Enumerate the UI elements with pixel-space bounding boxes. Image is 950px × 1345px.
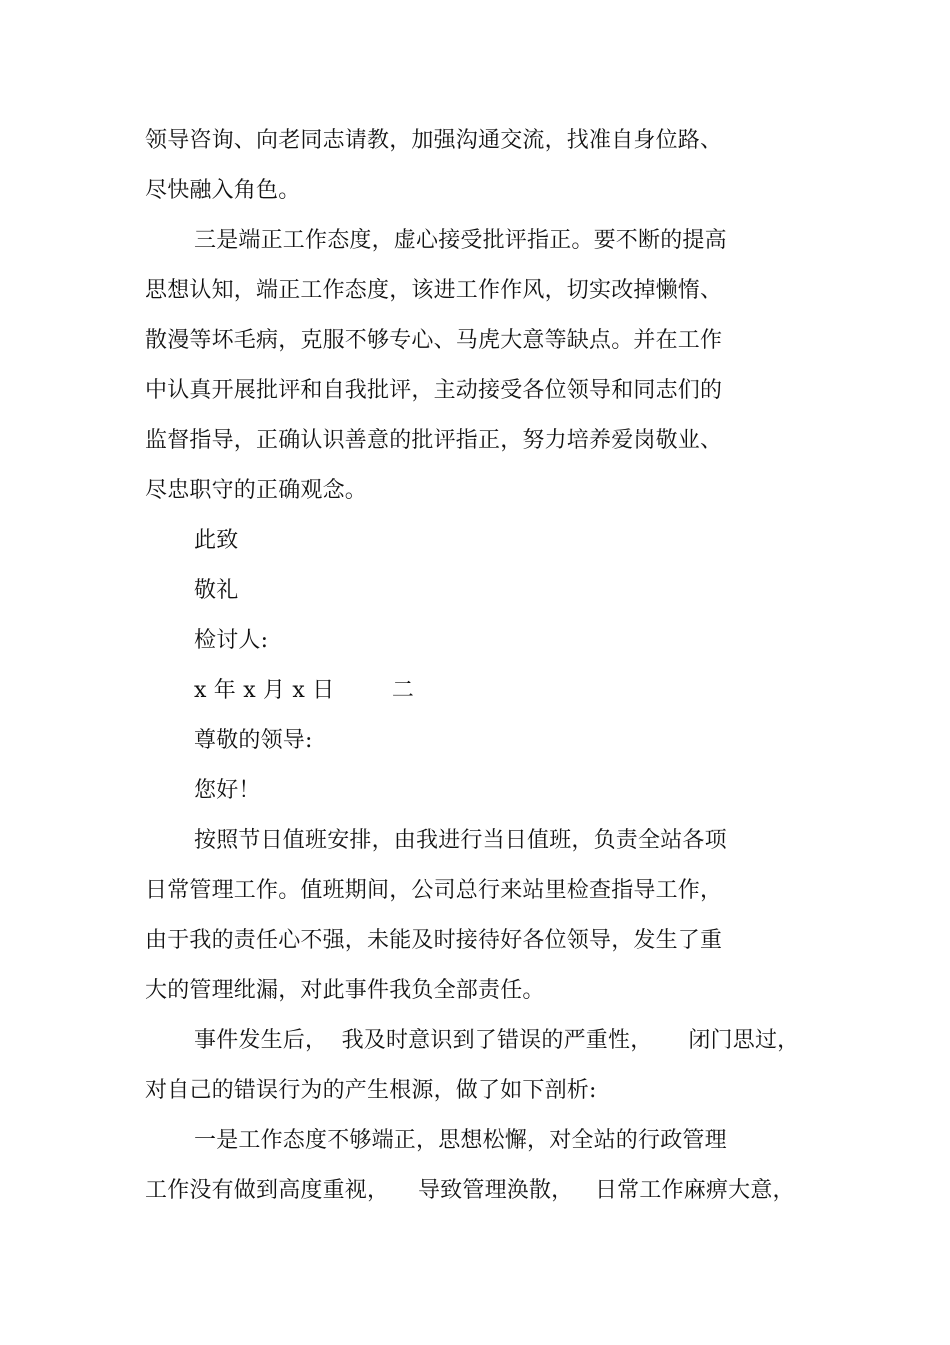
text-line-21: 一是工作态度不够端正，思想松懈，对全站的行政管理	[194, 1128, 727, 1153]
text-line-2: 尽快融入角色。	[145, 178, 301, 203]
text-line-19: 事件发生后， 我及时意识到了错误的严重性， 闭门思过，	[194, 1028, 800, 1053]
date-line: x 年 x 月 x 日 二	[194, 678, 415, 703]
text-line-6: 中认真开展批评和自我批评，主动接受各位领导和同志们的	[145, 378, 723, 403]
text-line-18: 大的管理纰漏，对此事件我负全部责任。	[145, 978, 545, 1003]
text-line-1: 领导咨询、向老同志请教，加强沟通交流，找准自身位路、	[145, 128, 723, 153]
hello-line: 您好！	[194, 778, 261, 803]
text-line-15: 按照节日值班安排，由我进行当日值班，负责全站各项	[194, 828, 727, 853]
text-line-7: 监督指导，正确认识善意的批评指正，努力培养爱岗敬业、	[145, 428, 723, 453]
closing-salutation: 此致	[194, 528, 239, 553]
text-line-3: 三是端正工作态度，虚心接受批评指正。要不断的提高	[194, 228, 727, 253]
text-line-4: 思想认知，端正工作态度，该进工作作风，切实改掉懒惰、	[145, 278, 723, 303]
closing-regards: 敬礼	[194, 578, 239, 603]
text-line-5: 散漫等坏毛病，克服不够专心、马虎大意等缺点。并在工作	[145, 328, 723, 353]
text-line-22: 工作没有做到高度重视， 导致管理涣散， 日常工作麻痹大意，	[145, 1178, 795, 1203]
text-line-17: 由于我的责任心不强，未能及时接待好各位领导，发生了重	[145, 928, 723, 953]
text-line-16: 日常管理工作。值班期间，公司总行来站里检查指导工作，	[145, 878, 723, 903]
text-line-20: 对自己的错误行为的产生根源，做了如下剖析:	[145, 1078, 597, 1103]
greeting-line: 尊敬的领导:	[194, 728, 313, 753]
signature-label: 检讨人:	[194, 628, 269, 653]
text-line-8: 尽忠职守的正确观念。	[145, 478, 368, 503]
